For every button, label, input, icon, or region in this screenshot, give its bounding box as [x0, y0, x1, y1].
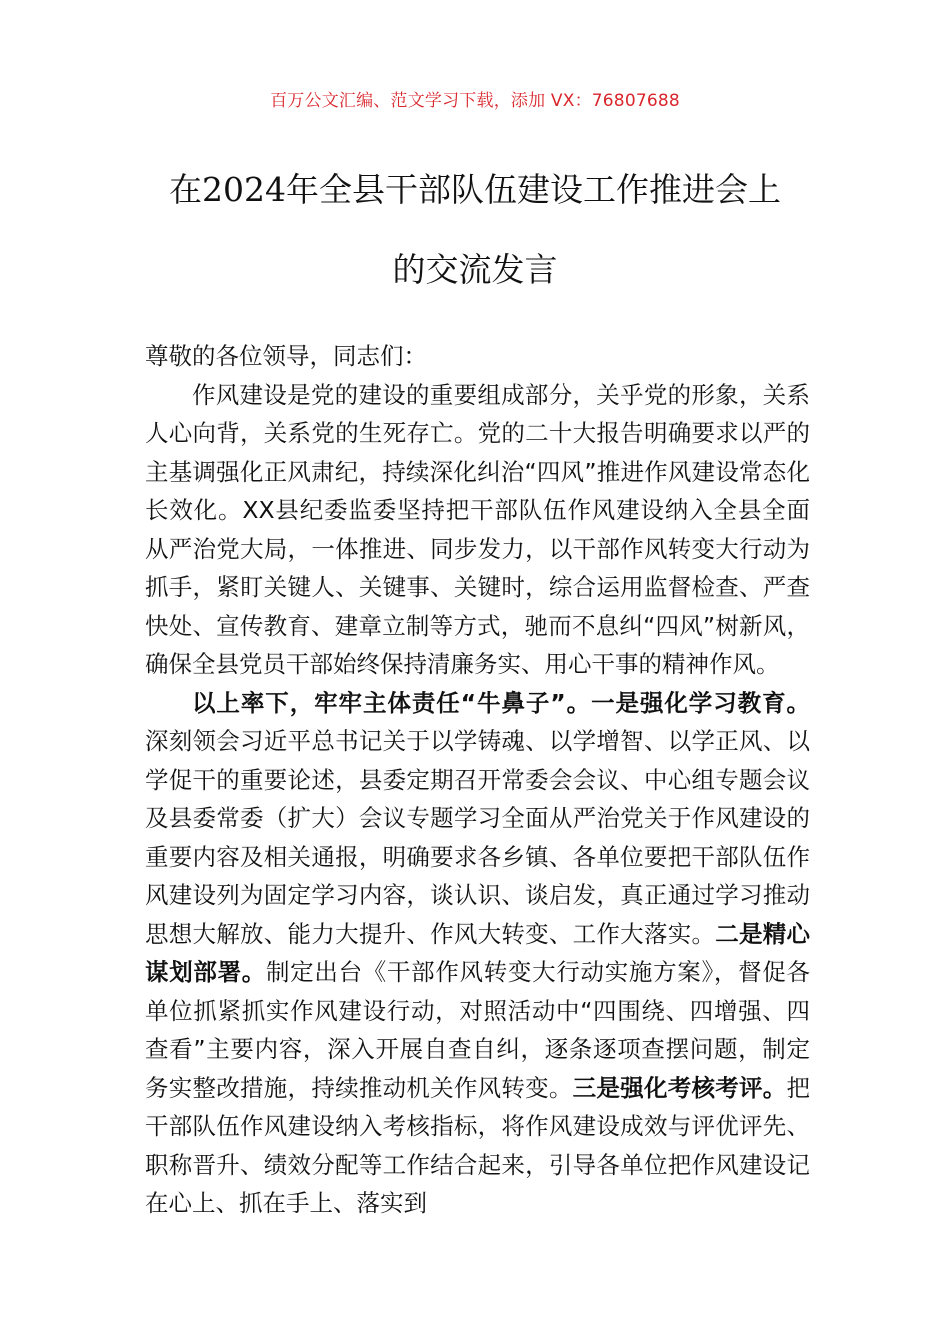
salutation: 尊敬的各位领导，同志们：: [145, 342, 427, 370]
paragraph-section-1: [145, 684, 810, 1223]
document-title: [120, 150, 830, 310]
paragraph-intro: 作风建设是党的建设的重要组成部分，关乎党的形象，关系人心向背，关系党的生死存亡。党的二十大报告明确要求以严的主基调强化正风肃纪，持续深化纠治“四风”推进作风建设常态化长效化。XX县纪委监委坚持把干部队伍作风建设纳入全县全面从严治党大局，一体推进、同步发力，以干部作风转变大行动为抓手，紧盯关键人、关键事、关键时，综合运用监督检查、严查快处、宣传教育、建章立制等方式，驰而不息纠“四风”树新风，确保全县党员干部始终保持清廉务实、用心干事的精神作风。: [145, 380, 810, 678]
header-note: 百万公文汇编、范文学习下载，添加 VX：76807688: [270, 91, 680, 111]
document-body: [145, 337, 810, 1223]
section-heading: 以上率下，牢牢主体责任“牛鼻子”。: [192, 688, 592, 717]
point-3-text: 把干部队伍作风建设纳入考核指标，将作风建设成效与评优评先、职称晋升、绩效分配等工作结合起来，引导各单位把作风建设记在心上、抓在手上、落实到: [145, 1073, 811, 1217]
title-line-1: 在2024年全县干部队伍建设工作推进会上: [169, 170, 781, 209]
title-line-2: 的交流发言: [392, 250, 558, 289]
point-1-text: 深刻领会习近平总书记关于以学铸魂、以学增智、以学正风、以学促干的重要论述，县委定期召开常委会会议、中心组专题会议及县委常委（扩大）会议专题学习全面从严治党关于作风建设的重要内容及相关通报，明确要求各乡镇、各单位要把干部队伍作风建设列为固定学习内容，谈认识、谈启发，真正通过学习推动思想大解放、能力大提升、作风大转变、工作大落实。: [145, 727, 810, 948]
point-1-label: 一是强化学习教育。: [591, 688, 811, 717]
point-3-label: 三是强化考核考评。: [572, 1073, 787, 1102]
point-2-text: 制定出台《干部作风转变大行动实施方案》，督促各单位抓紧抓实作风建设行动，对照活动中“四围绕、四增强、四查看”主要内容，深入开展自查自纠，逐条逐项查摆问题，制定务实整改措施，持续推动机关作风转变。: [145, 958, 811, 1102]
point-2-label: 二是精心谋划部署。: [145, 919, 811, 986]
